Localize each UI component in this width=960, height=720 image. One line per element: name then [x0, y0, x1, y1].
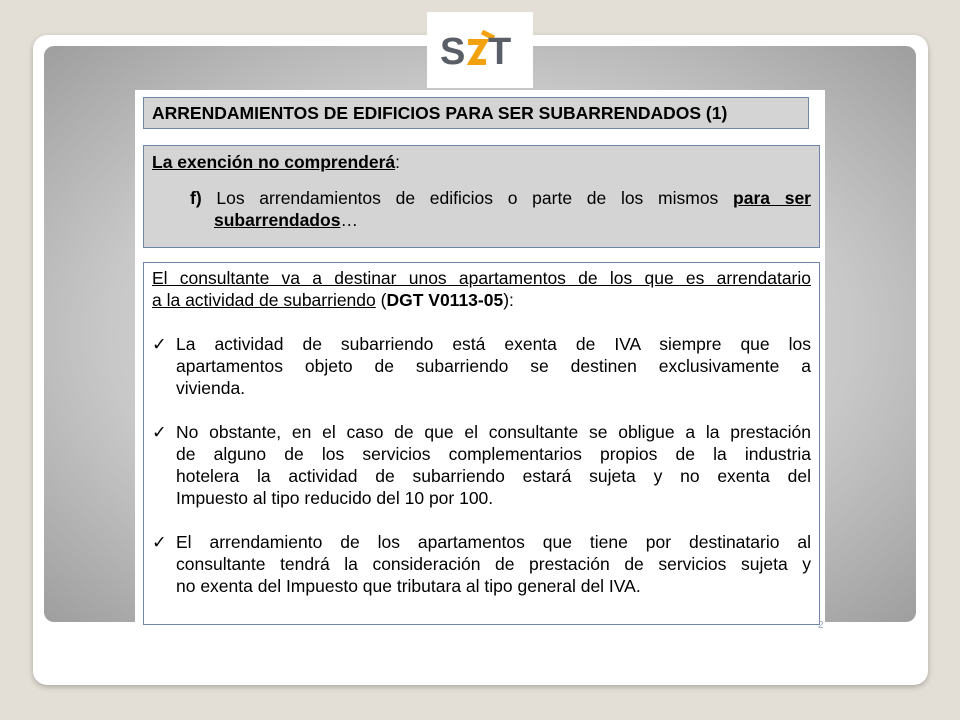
bullet-line: La actividad de subarriendo está exenta de IVA siempre que los — [176, 334, 811, 354]
exencion-item-line2 — [190, 209, 811, 231]
szt-logo-icon — [438, 28, 522, 72]
bullet-line: No obstante, en el caso de que el consultante se obligue a la prestación — [176, 422, 811, 442]
bullet-line: no exenta del Impuesto que tributara al tipo general del IVA. — [176, 576, 641, 596]
exencion-heading-suffix: : — [395, 152, 400, 172]
exencion-heading-text: La exención no comprenderá — [152, 152, 396, 172]
title-box — [143, 97, 809, 129]
item-ellipsis: … — [340, 210, 358, 230]
lead-open-paren: ( — [380, 290, 387, 310]
bullet-line: Impuesto al tipo reducido del 10 por 100. — [176, 488, 494, 508]
bullet-line: de alguno de los servicios complementarios propios de la industria — [176, 444, 811, 464]
checkmark-icon: ✓ — [152, 422, 167, 442]
consulta-box — [143, 262, 820, 625]
bullet-item — [152, 333, 811, 399]
checkmark-icon: ✓ — [152, 334, 167, 354]
bullet-item — [152, 421, 811, 509]
checkmark-icon: ✓ — [152, 532, 167, 552]
bullet-line: hotelera la actividad de subarriendo estará sujeta y no exenta del — [176, 466, 811, 486]
item-text: Los arrendamientos de edificios o parte de los mismos — [216, 188, 719, 208]
szt-logo — [427, 12, 533, 88]
lead-line2-text: a la actividad de subarriendo — [152, 290, 376, 310]
lead-line2 — [152, 289, 811, 311]
exencion-box — [143, 145, 820, 248]
consulta-lead — [152, 267, 811, 311]
title-text: ARRENDAMIENTOS DE EDIFICIOS PARA SER SUBARRENDADOS (1) — [152, 103, 728, 123]
bullet-line: El arrendamiento de los apartamentos que tiene por destinatario al — [176, 532, 811, 552]
bullet-line: consultante tendrá la consideración de prestación de servicios sujeta y — [176, 554, 811, 574]
lead-ref: DGT V0113-05 — [386, 290, 504, 310]
bullet-line: apartamentos objeto de subarriendo se destinen exclusivamente a — [176, 356, 811, 376]
exencion-heading — [152, 151, 811, 173]
svg-text:S: S — [440, 31, 466, 72]
exencion-item-f — [152, 187, 811, 231]
item-letter: f) — [190, 188, 202, 208]
page-number: 2 — [818, 620, 824, 631]
lead-close: ): — [503, 290, 514, 310]
document-page — [135, 90, 825, 624]
item-text-line2: subarrendados — [214, 210, 341, 230]
svg-text:T: T — [488, 31, 512, 72]
exencion-item-line1 — [190, 187, 811, 209]
bullet-item — [152, 531, 811, 597]
lead-line1: El consultante va a destinar unos apartamentos de los que es arrendatario — [152, 268, 811, 288]
item-text-underlined: para ser — [733, 188, 811, 208]
bullet-line: vivienda. — [176, 378, 246, 398]
